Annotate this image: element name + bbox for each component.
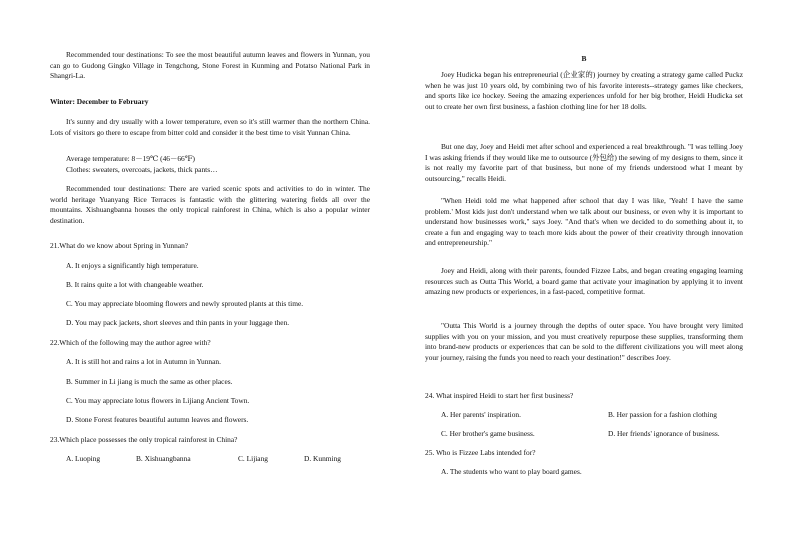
winter-destinations-paragraph: Recommended tour destinations: There are varied scenic spots and activities to do in winter. The world heritage Yuanyang Rice Terraces is fantastic with the glittering watering fields all over the mountains. Xishuangbanna houses the only tropical rainforest in China, which is also a popular winter destination. xyxy=(50,184,370,225)
q23-option-b: B. Xishuangbanna xyxy=(136,454,191,463)
q24-option-c: C. Her brother's game business. xyxy=(441,429,535,438)
q23-option-d: D. Kunming xyxy=(304,454,341,463)
q24-option-a: A. Her parents' inspiration. xyxy=(441,410,521,419)
winter-heading: Winter: December to February xyxy=(50,97,149,106)
q24-option-d: D. Her friends' ignorance of business. xyxy=(608,429,720,438)
passage-paragraph-4: Joey and Heidi, along with their parents, founded Fizzee Labs, and began creating engaging learning resources such as Outta This World, a board game that activate your imagination by applying it to invent amazing new products or experiences, in a fast-paced, competitive format. xyxy=(425,266,743,297)
autumn-destinations-paragraph: Recommended tour destinations: To see the most beautiful autumn leaves and flowers in Yunnan, you can go to Gudong Gingko Village in Tengchong, Stone Forest in Kunming and Potatso National Park in Shangri-La. xyxy=(50,50,370,81)
clothes-line: Clothes: sweaters, overcoats, jackets, thick pants… xyxy=(66,165,218,174)
question-21: 21.What do we know about Spring in Yunnan? xyxy=(50,241,189,250)
q21-option-c: C. You may appreciate blooming flowers and newly sprouted plants at this time. xyxy=(66,299,304,308)
winter-paragraph: It's sunny and dry usually with a lower temperature, even so it's still warmer than the northern China. Lots of visitors go there to escape from bitter cold and consider it the best time to visit Yunnan China. xyxy=(50,117,370,137)
question-23: 23.Which place possesses the only tropical rainforest in China? xyxy=(50,435,238,444)
passage-paragraph-5: "Outta This World is a journey through the depths of outer space. You have brought very limited supplies with you on your mission, and you must creatively repurpose these supplies, transforming them into brand-new products or experiences that can be sold to the different civilizations you will meet along your journey, raising the funds you need to reach your destination!" describes Joey. xyxy=(425,321,743,362)
passage-paragraph-2: But one day, Joey and Heidi met after school and experienced a real breakthrough. "I was telling Joey I was asking friends if they would like me to outsource (外包给) the sewing of my designs to them, since it is not really my favorite part of that business, but none of my friends understood what I meant by outsourcing," recalls Heidi. xyxy=(425,142,743,183)
q21-option-a: A. It enjoys a significantly high temperature. xyxy=(66,261,199,270)
q22-option-c: C. You may appreciate lotus flowers in Lijiang Ancient Town. xyxy=(66,396,250,405)
q21-option-d: D. You may pack jackets, short sleeves and thin pants in your luggage then. xyxy=(66,318,290,327)
question-24: 24. What inspired Heidi to start her first business? xyxy=(425,391,574,400)
question-22: 22.Which of the following may the author agree with? xyxy=(50,338,211,347)
section-heading: B xyxy=(581,54,587,63)
q22-option-a: A. It is still hot and rains a lot in Autumn in Yunnan. xyxy=(66,357,221,366)
q22-option-b: B. Summer in Li jiang is much the same as other places. xyxy=(66,377,233,386)
passage-paragraph-1: Joey Hudicka began his entrepreneurial (企业家的) journey by creating a strategy game called Puckz when he was just 10 years old, by combining two of his favorite interests--strategy games like checkers, and sports like ice hockey. Seeing the amazing experiences unfold for her big brother, Heidi Hudicka set out to create her own first business, a fashion clothing line for her 18 dolls. xyxy=(425,70,743,111)
q23-option-a: A. Luoping xyxy=(66,454,101,463)
question-25: 25. Who is Fizzee Labs intended for? xyxy=(425,448,536,457)
average-temperature: Average temperature: 8－19℃ (46－66℉) xyxy=(66,154,195,163)
q25-option-a: A. The students who want to play board games. xyxy=(441,467,582,476)
q21-option-b: B. It rains quite a lot with changeable weather. xyxy=(66,280,204,289)
q23-option-c: C. Lijiang xyxy=(238,454,268,463)
q24-option-b: B. Her passion for a fashion clothing xyxy=(608,410,717,419)
q22-option-d: D. Stone Forest features beautiful autumn leaves and flowers. xyxy=(66,415,249,424)
passage-paragraph-3: "When Heidi told me what happened after school that day I was like, 'Yeah! I have the same problem.' Most kids just don't understand when we talk about our business, or even why it is important to understand how businesses work," says Joey. "And that's when we decided to do something about it, to create a fun and engaging way to teach more kids about the power of their creativity through innovation and entrepreneurship." xyxy=(425,196,743,248)
